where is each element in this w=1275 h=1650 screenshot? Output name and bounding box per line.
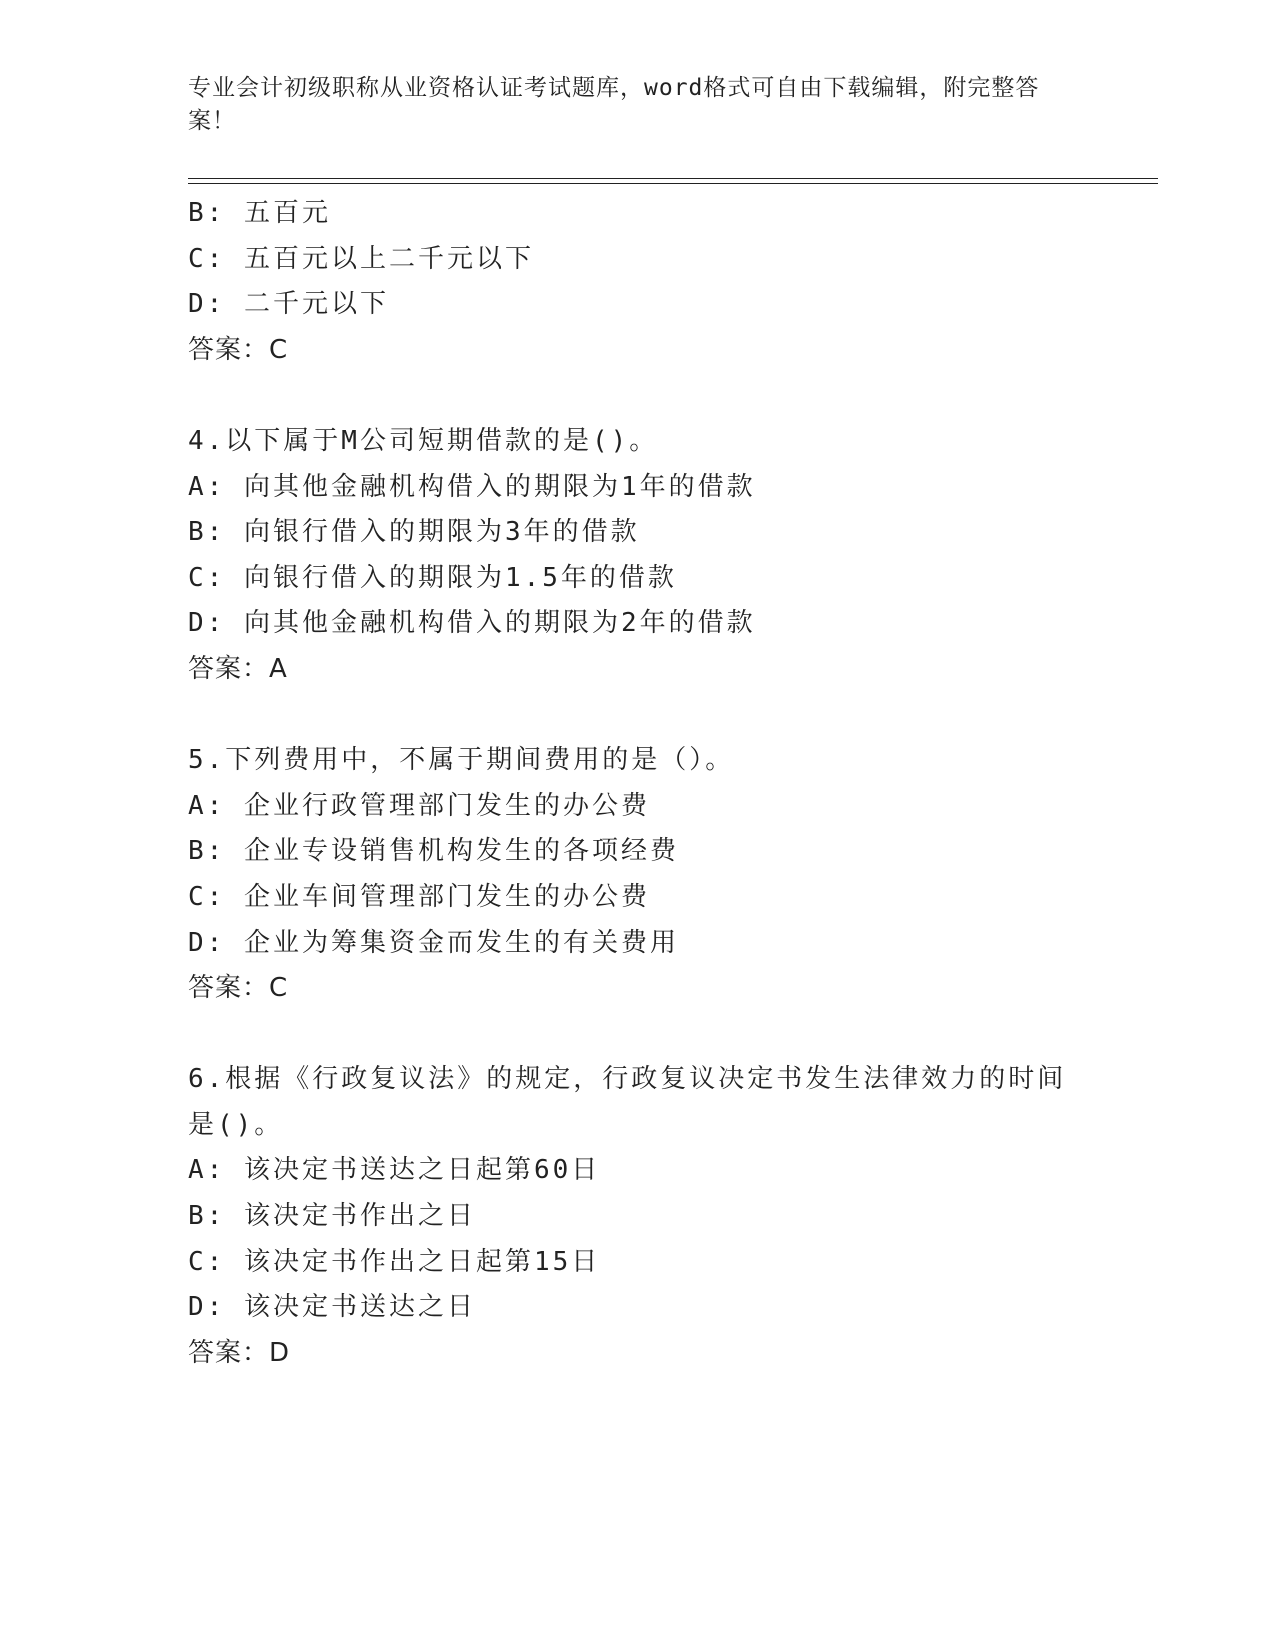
header-divider-bottom [188, 183, 1158, 184]
question-spacer [188, 373, 1088, 419]
question-spacer [188, 1012, 1088, 1058]
answer-line: 答案：C [188, 334, 289, 365]
option-b: B: 企业专设销售机构发生的各项经费 [188, 836, 679, 867]
question-block [188, 738, 1088, 1012]
answer-line: 答案：C [188, 973, 289, 1004]
question-block [188, 419, 1088, 693]
question-block-continued [188, 191, 1088, 373]
question-content [188, 191, 1088, 1376]
option-a: A: 企业行政管理部门发生的办公费 [188, 790, 650, 821]
option-d: D: 向其他金融机构借入的期限为2年的借款 [188, 608, 756, 639]
option-b: B: 向银行借入的期限为3年的借款 [188, 517, 640, 548]
question-stem: 5.下列费用中，不属于期间费用的是（）。 [188, 745, 735, 776]
option-a: A: 向其他金融机构借入的期限为1年的借款 [188, 471, 756, 502]
question-spacer [188, 693, 1088, 739]
question-stem: 6.根据《行政复议法》的规定，行政复议决定书发生法律效力的时间是()。 [188, 1064, 1067, 1140]
header-divider-top [188, 178, 1158, 179]
option-a: A: 该决定书送达之日起第60日 [188, 1155, 601, 1186]
option-c: C: 向银行借入的期限为1.5年的借款 [188, 562, 677, 593]
answer-line: 答案：D [188, 1337, 291, 1368]
option-c: C: 企业车间管理部门发生的办公费 [188, 881, 650, 912]
answer-line: 答案：A [188, 653, 288, 684]
option-d: D: 二千元以下 [188, 289, 389, 320]
page-header-text: 专业会计初级职称从业资格认证考试题库，word格式可自由下载编辑，附完整答案！ [188, 75, 1040, 134]
option-d: D: 企业为筹集资金而发生的有关费用 [188, 927, 679, 958]
question-block [188, 1057, 1088, 1376]
option-d: D: 该决定书送达之日 [188, 1292, 476, 1323]
option-c: C: 该决定书作出之日起第15日 [188, 1246, 601, 1277]
option-b: B: 五百元 [188, 198, 331, 228]
option-b: B: 该决定书作出之日 [188, 1201, 476, 1232]
option-c: C: 五百元以上二千元以下 [188, 243, 534, 274]
question-stem: 4.以下属于M公司短期借款的是()。 [188, 425, 659, 456]
